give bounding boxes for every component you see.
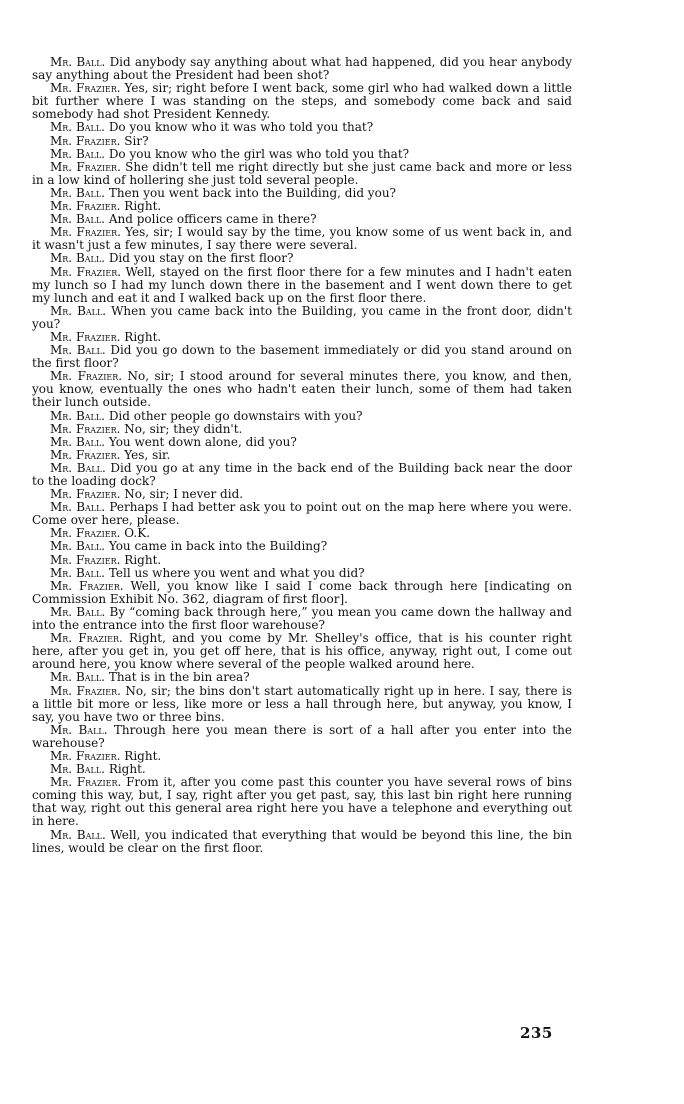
speaker-name: Mr. Ball. <box>50 408 105 423</box>
speech-text: No, sir; I stood around for several minutes there, you know, and then, you know, eventually the ones who hadn't eaten their lunch, some of them had taken their lunch outside. <box>32 369 572 410</box>
speech-text: Did you go down to the basement immediately or did you stand around on the first floor? <box>32 343 572 371</box>
speaker-name: Mr. Ball. <box>50 722 108 737</box>
speaker-name: Mr. Frazier. <box>50 775 122 790</box>
speaker-name: Mr. Frazier. <box>50 133 121 148</box>
speaker-name: Mr. Frazier. <box>50 225 121 240</box>
transcript-paragraph <box>32 344 572 370</box>
speech-text: Yes, sir; I would say by the time, you know some of us went back in, and it wasn't just a few minutes, I say there were several. <box>32 225 572 253</box>
testimony-transcript <box>32 56 572 855</box>
speaker-name: Mr. Frazier. <box>50 526 121 541</box>
speaker-name: Mr. Frazier. <box>50 578 124 593</box>
speech-text: Do you know who it was who told you that? <box>108 120 374 135</box>
speaker-name: Mr. Frazier. <box>50 199 121 214</box>
transcript-paragraph <box>32 580 572 606</box>
speaker-name: Mr. Ball. <box>50 303 107 318</box>
speaker-name: Mr. Frazier. <box>50 552 121 567</box>
transcript-paragraph <box>32 82 572 121</box>
speech-text: Right. <box>108 762 146 777</box>
transcript-paragraph <box>32 632 572 671</box>
transcript-paragraph <box>32 266 572 305</box>
transcript-paragraph <box>32 606 572 632</box>
speech-text: Well, you indicated that everything that would be beyond this line, the bin lines, would be clear on the first floor. <box>32 827 572 855</box>
speech-text: Perhaps I had better ask you to point out on the map here where you were. Come over here, please. <box>32 500 572 528</box>
speech-text: You came in back into the Building? <box>108 539 328 554</box>
speech-text: Tell us where you went and what you did? <box>108 565 365 580</box>
speaker-name: Mr. Frazier. <box>50 447 121 462</box>
speaker-name: Mr. Ball. <box>50 500 106 515</box>
speech-text: And police officers came in there? <box>108 212 317 227</box>
speaker-name: Mr. Frazier. <box>50 81 121 96</box>
speech-text: Then you went back into the Building, did you? <box>108 185 396 200</box>
transcript-paragraph <box>32 226 572 252</box>
speech-text: That is in the bin area? <box>108 670 250 685</box>
page-number: 235 <box>520 1024 553 1042</box>
speaker-name: Mr. Ball. <box>50 55 106 69</box>
speaker-name: Mr. Ball. <box>50 460 106 475</box>
speaker-name: Mr. Ball. <box>50 604 106 619</box>
speech-text: Right, and you come by Mr. Shelley's office, that is his counter right here, after you get in, you get off here, that is his office, anyway, right out, I come out around here, you know where several of the people walked around here. <box>32 631 572 672</box>
transcript-paragraph <box>32 462 572 488</box>
speaker-name: Mr. Ball. <box>50 670 105 685</box>
speaker-name: Mr. Frazier. <box>50 487 121 502</box>
transcript-paragraph <box>32 370 572 409</box>
transcript-paragraph <box>32 161 572 187</box>
speaker-name: Mr. Frazier. <box>50 264 122 279</box>
speaker-name: Mr. Ball. <box>50 146 105 161</box>
transcript-paragraph <box>32 501 572 527</box>
speech-text: Well, stayed on the first floor there for a few minutes and I hadn't eaten my lunch so I had my lunch down there in the basement and I went down there to get my lunch and eat it and I walked back up on the first floor there. <box>32 264 572 305</box>
speaker-name: Mr. Frazier. <box>50 369 123 384</box>
transcript-paragraph <box>32 724 572 750</box>
transcript-paragraph <box>32 829 572 855</box>
speaker-name: Mr. Frazier. <box>50 329 121 344</box>
speech-text: From it, after you come past this counter you have several rows of bins coming this way, but, I say, right after you get past, say, this last bin right here running that way, right out this general area right here you have a telephone and everything out in here. <box>32 775 572 829</box>
speech-text: Do you know who the girl was who told you that? <box>108 146 410 161</box>
speaker-name: Mr. Frazier. <box>50 683 121 698</box>
speaker-name: Mr. Frazier. <box>50 421 121 436</box>
speaker-name: Mr. Ball. <box>50 185 105 200</box>
transcript-paragraph <box>32 685 572 724</box>
speech-text: No, sir; the bins don't start automatically right up in here. I say, there is a little bit more or less, like more or less a hall through here, but anyway, you know, I say, you have two or three bins. <box>32 683 572 724</box>
speaker-name: Mr. Ball. <box>50 565 105 580</box>
speech-text: Sir? <box>124 133 149 148</box>
speech-text: Right. <box>124 748 162 763</box>
speech-text: She didn't tell me right directly but she just came back and more or less in a low kind of hollering she just told several people. <box>32 159 572 187</box>
speech-text: Right. <box>124 329 162 344</box>
speaker-name: Mr. Ball. <box>50 251 105 266</box>
speaker-name: Mr. Ball. <box>50 434 105 449</box>
speech-text: Did you stay on the first floor? <box>108 251 294 266</box>
speech-text: Did other people go downstairs with you? <box>108 408 363 423</box>
speech-text: No, sir; I never did. <box>124 487 244 502</box>
speech-text: Through here you mean there is sort of a hall after you enter into the warehouse? <box>32 722 572 750</box>
speech-text: Yes, sir. <box>124 447 171 462</box>
speech-text: O.K. <box>124 526 151 541</box>
speaker-name: Mr. Ball. <box>50 212 105 227</box>
speech-text: You went down alone, did you? <box>108 434 297 449</box>
speech-text: Did anybody say anything about what had happened, did you hear anybody say anything about the President had been shot? <box>32 55 572 83</box>
speech-text: Did you go at any time in the back end of the Building back near the door to the loading dock? <box>32 460 572 488</box>
speaker-name: Mr. Ball. <box>50 120 105 135</box>
speaker-name: Mr. Ball. <box>50 343 106 358</box>
speaker-name: Mr. Frazier. <box>50 159 121 174</box>
transcript-paragraph <box>32 56 572 82</box>
speaker-name: Mr. Ball. <box>50 827 106 842</box>
speech-text: Well, you know like I said I come back through here [indicating on Commission Exhibit No. 362, diagram of first floor]. <box>32 578 572 606</box>
transcript-paragraph <box>32 776 572 828</box>
speech-text: Yes, sir; right before I went back, some girl who had walked down a little bit further where I was standing on the steps, and somebody come back and said somebody had shot President Kennedy. <box>32 81 572 122</box>
transcript-paragraph <box>32 305 572 331</box>
speaker-name: Mr. Ball. <box>50 539 105 554</box>
speaker-name: Mr. Frazier. <box>50 748 121 763</box>
speech-text: By “coming back through here,” you mean you came down the hallway and into the entrance into the first floor warehouse? <box>32 604 572 633</box>
speech-text: Right. <box>124 199 162 214</box>
speaker-name: Mr. Ball. <box>50 762 105 777</box>
speaker-name: Mr. Frazier. <box>50 631 123 646</box>
speech-text: When you came back into the Building, you came in the front door, didn't you? <box>32 303 572 331</box>
speech-text: No, sir; they didn't. <box>124 421 243 436</box>
speech-text: Right. <box>124 552 162 567</box>
